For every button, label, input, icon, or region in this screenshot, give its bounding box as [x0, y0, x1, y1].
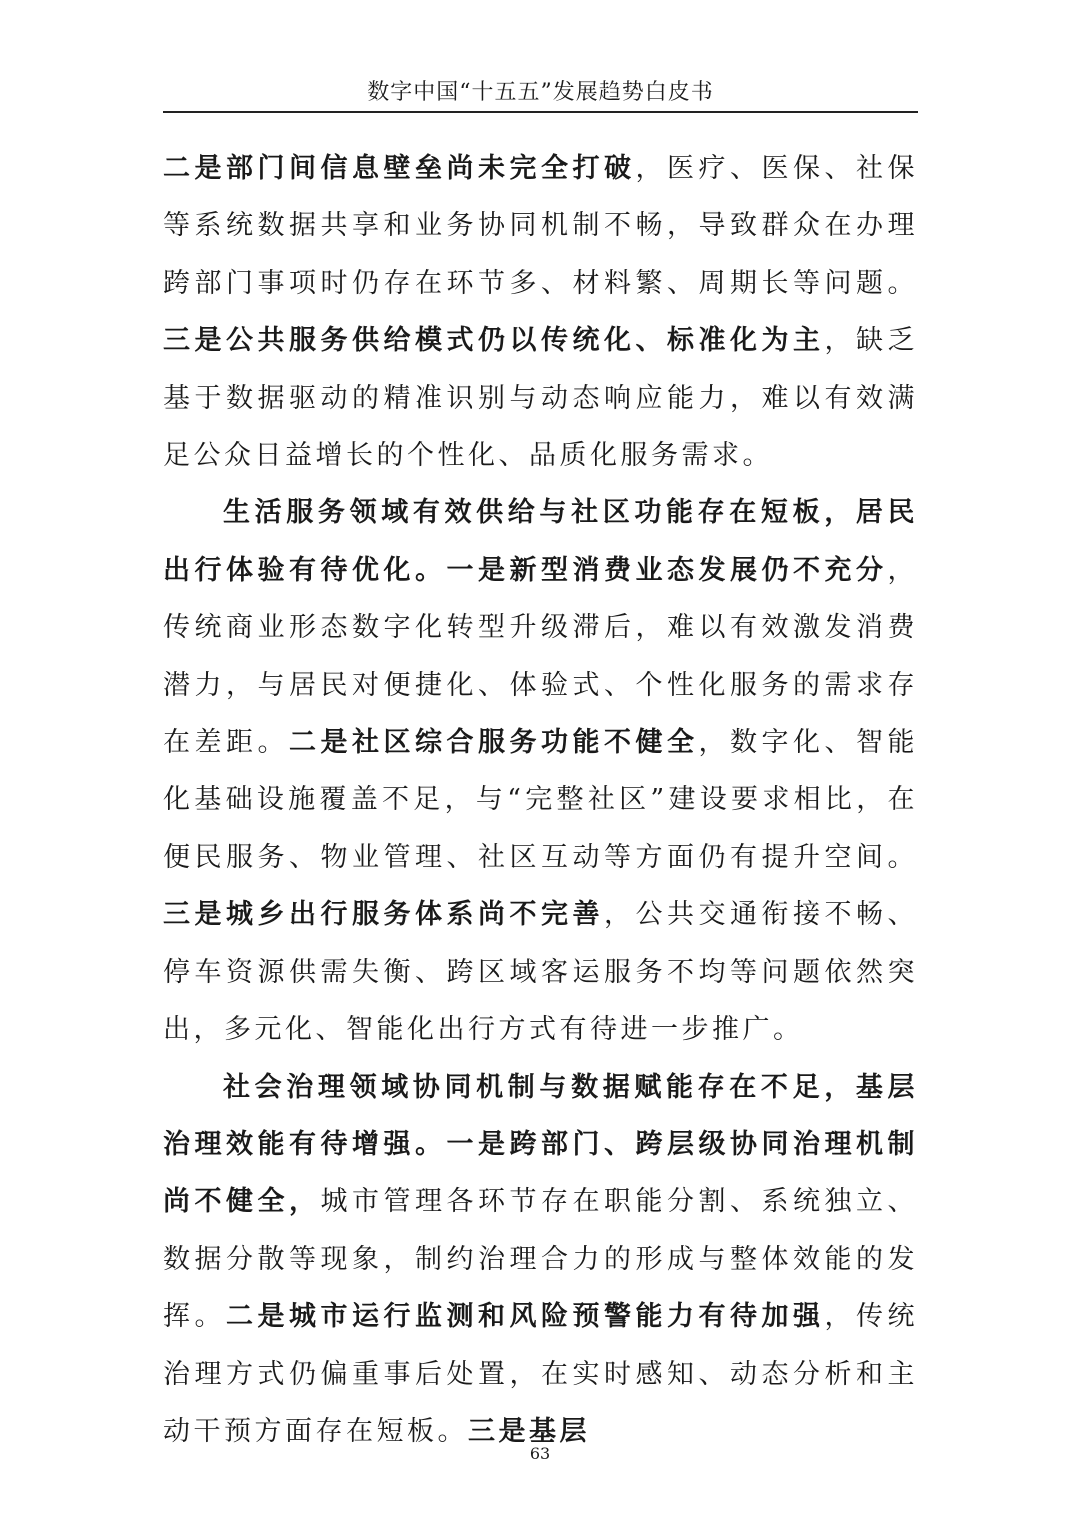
bold-phrase: 三是城乡出行服务体系尚不完善 — [163, 899, 604, 931]
bold-phrase: 社会治理领域协同机制与数据赋能存在不足，基层治理效能有待增强。一是跨部门、跨层级协同治理机制尚不健全， — [163, 1071, 918, 1218]
paragraph-2 — [163, 484, 918, 1058]
bold-phrase: 二是部门间信息壁垒尚未完全打破 — [163, 153, 636, 184]
paragraph-1 — [163, 140, 918, 484]
body-text — [163, 140, 918, 1460]
bold-phrase: 二是城市运行监测和风险预警能力有待加强 — [226, 1301, 825, 1333]
text-run: ，传统治理方式仍偏重事后处置，在实时感知、动态分析和主动干预方面存在短板。 — [163, 1301, 918, 1447]
bold-phrase: 二是社区综合服务功能不健全 — [289, 727, 699, 759]
text-run: ，公共交通衔接不畅、停车资源供需失衡、跨区域客运服务不均等问题依然突出，多元化、智能化出行方式有待进一步推广。 — [163, 899, 918, 1046]
text-run: ，缺乏基于数据驱动的精准识别与动态响应能力，难以有效满足公众日益增长的个性化、品质化服务需求。 — [163, 325, 918, 472]
text-run: ，数字化、智能化基础设施覆盖不足，与“完整社区”建设要求相比，在便民服务、物业管理、社区互动等方面仍有提升空间。 — [163, 727, 918, 873]
text-run: ，医疗、医保、社保等系统数据共享和业务协同机制不畅，导致群众在办理跨部门事项时仍存在环节多、材料繁、周期长等问题。 — [163, 153, 918, 299]
text-run: 城市管理各环节存在职能分割、系统独立、数据分散等现象，制约治理合力的形成与整体效能的发挥。 — [163, 1186, 918, 1333]
bold-phrase: 三是公共服务供给模式仍以传统化、标准化为主 — [163, 325, 825, 357]
bold-phrase: 三是基层 — [468, 1415, 590, 1447]
text-run: ，传统商业形态数字化转型升级滞后，难以有效激发消费潜力，与居民对便捷化、体验式、个性化服务的需求存在差距。 — [163, 554, 918, 759]
header-divider — [163, 111, 918, 113]
bold-phrase: 生活服务领域有效供给与社区功能存在短板，居民出行体验有待优化。一是新型消费业态发展仍不充分 — [163, 497, 918, 586]
running-header: 数字中国“十五五”发展趋势白皮书 — [367, 80, 714, 105]
paragraph-3 — [163, 1059, 918, 1461]
page-number: 63 — [529, 1444, 551, 1463]
